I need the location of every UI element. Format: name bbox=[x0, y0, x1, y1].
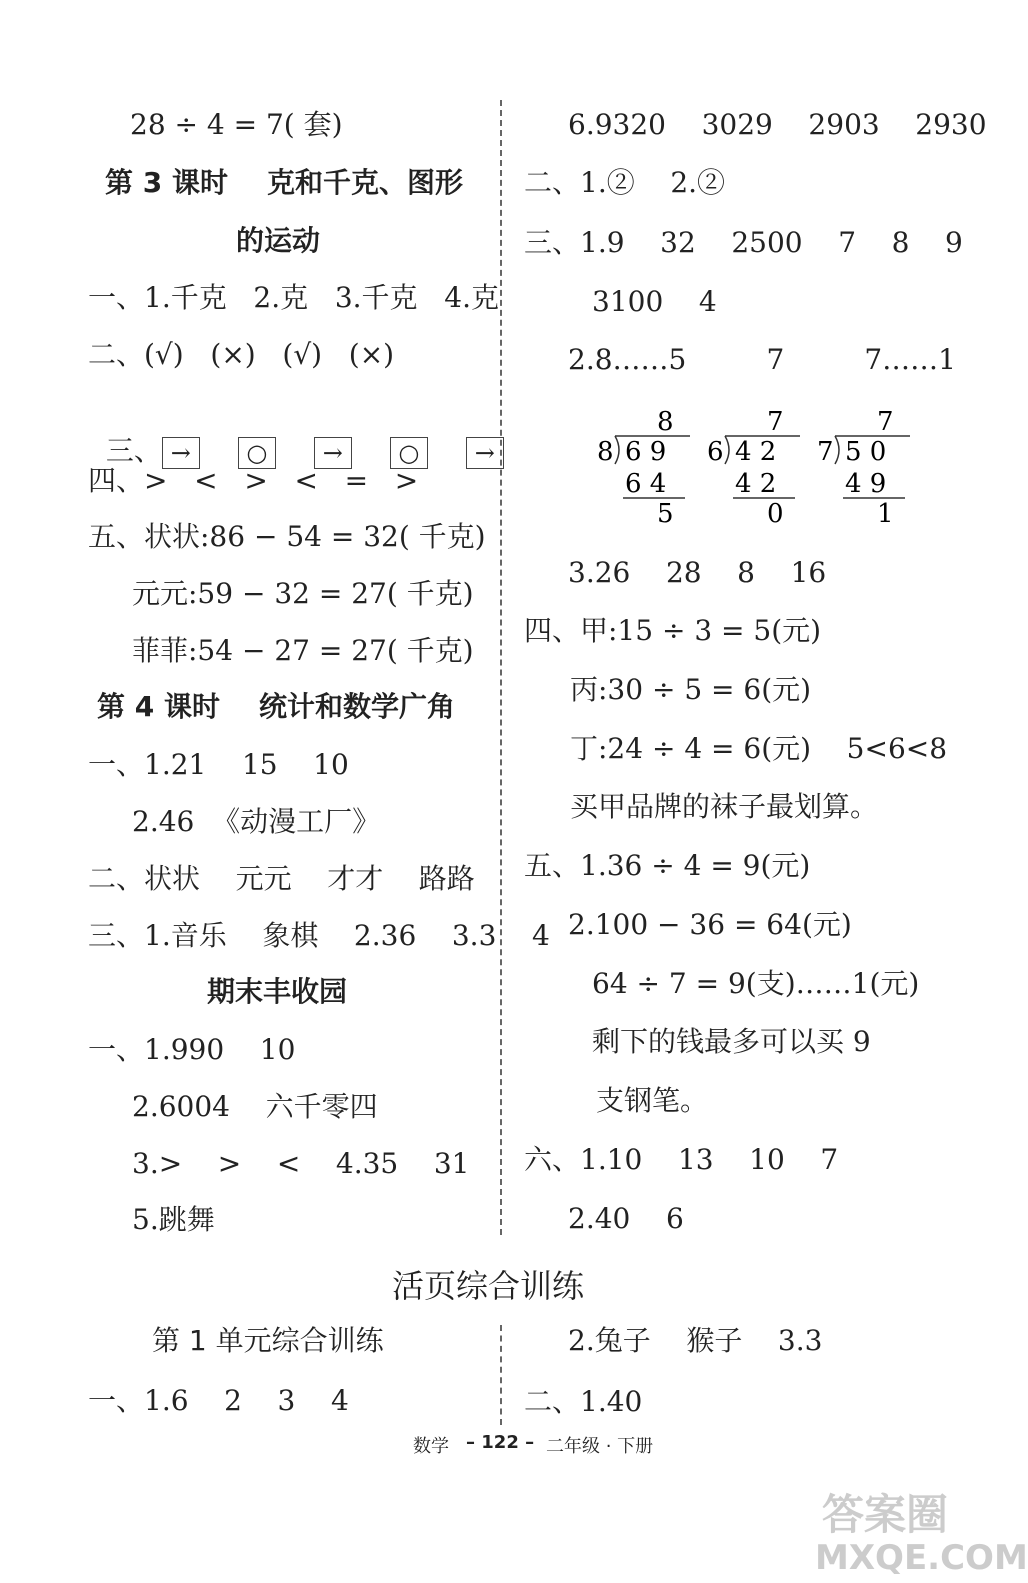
left-r2: 2.46 《动漫工厂》 bbox=[132, 805, 381, 838]
q3-prefix: 三、 bbox=[105, 434, 162, 467]
long-division-1 bbox=[595, 402, 695, 532]
div1-dividend: 6 9 bbox=[625, 437, 667, 467]
right-a7: 四、甲:15 ÷ 3 = 5(元) bbox=[524, 614, 822, 647]
right-a10: 买甲品牌的袜子最划算。 bbox=[570, 790, 879, 823]
right-a12: 2.100 − 36 = 64(元) bbox=[568, 908, 852, 941]
div3-divisor: 7 bbox=[817, 437, 834, 467]
left-line-1: 28 ÷ 4 = 7( 套) bbox=[130, 108, 343, 141]
right-a14: 剩下的钱最多可以买 9 bbox=[592, 1025, 871, 1058]
left-r4: 三、1.音乐 象棋 2.36 3.3 4 bbox=[88, 919, 550, 952]
bottom-b2: 2.兔子 猴子 3.3 bbox=[568, 1324, 823, 1357]
left-s1: 一、1.990 10 bbox=[88, 1033, 296, 1066]
div1-remainder: 5 bbox=[657, 499, 674, 529]
lesson-3-heading-cont: 的运动 bbox=[236, 224, 321, 257]
page-number: – 122 – bbox=[466, 1432, 535, 1453]
right-a9: 丁:24 ÷ 4 = 6(元) 5<6<8 bbox=[570, 732, 948, 765]
watermark-url: MXQE.COM bbox=[815, 1538, 1028, 1578]
unit-1-heading: 第 1 单元综合训练 bbox=[152, 1324, 384, 1357]
arrow-right-icon: → bbox=[466, 437, 504, 469]
div3-remainder: 1 bbox=[877, 499, 894, 529]
left-r1: 一、1.21 15 10 bbox=[88, 748, 349, 781]
div1-product: 6 4 bbox=[625, 469, 667, 499]
column-divider-bottom bbox=[500, 1325, 502, 1425]
long-division-2 bbox=[705, 402, 805, 532]
div3-quotient: 7 bbox=[877, 407, 894, 437]
lesson-4-heading: 第 4 课时 统计和数学广角 bbox=[97, 690, 455, 723]
right-a17: 2.40 6 bbox=[568, 1202, 684, 1235]
div2-product: 4 2 bbox=[735, 469, 777, 499]
div3-dividend: 5 0 bbox=[845, 437, 887, 467]
right-a16: 六、1.10 13 10 7 bbox=[524, 1143, 839, 1176]
section-title: 活页综合训练 bbox=[392, 1267, 585, 1305]
right-a6: 3.26 28 8 16 bbox=[568, 556, 827, 589]
column-divider bbox=[500, 100, 502, 1235]
div2-remainder: 0 bbox=[767, 499, 784, 529]
right-a8: 丙:30 ÷ 5 = 6(元) bbox=[570, 673, 812, 706]
arrow-right-icon: → bbox=[162, 437, 200, 469]
right-a15: 支钢笔。 bbox=[596, 1084, 709, 1117]
left-q5b: 元元:59 − 32 = 27( 千克) bbox=[132, 577, 474, 610]
final-harvest-heading: 期末丰收园 bbox=[207, 975, 348, 1008]
left-r3: 二、状状 元元 才才 路路 bbox=[88, 862, 475, 895]
left-s3: 3.> > < 4.35 31 bbox=[132, 1147, 470, 1180]
left-q3 bbox=[88, 400, 504, 469]
div2-dividend: 4 2 bbox=[735, 437, 777, 467]
footer-grade: 二年级 · 下册 bbox=[546, 1436, 654, 1457]
div2-divisor: 6 bbox=[707, 437, 724, 467]
left-q4: 四、> < > < = > bbox=[88, 464, 419, 497]
div1-divisor: 8 bbox=[597, 437, 614, 467]
right-a13: 64 ÷ 7 = 9(支)……1(元) bbox=[592, 967, 920, 1000]
div3-product: 4 9 bbox=[845, 469, 887, 499]
bottom-b3: 二、1.40 bbox=[524, 1385, 643, 1418]
left-q5c: 菲菲:54 − 27 = 27( 千克) bbox=[132, 634, 474, 667]
left-q1: 一、1.千克 2.克 3.千克 4.克 bbox=[88, 281, 499, 314]
left-q5a: 五、状状:86 − 54 = 32( 千克) bbox=[88, 520, 486, 553]
circle-icon: ○ bbox=[390, 437, 428, 469]
right-a1: 6.9320 3029 2903 2930 bbox=[568, 108, 987, 141]
left-s2: 2.6004 六千零四 bbox=[132, 1090, 378, 1123]
right-a5: 2.8……5 7 7……1 bbox=[568, 343, 956, 376]
lesson-3-heading: 第 3 课时 克和千克、图形 bbox=[105, 166, 463, 199]
arrow-right-icon: → bbox=[314, 437, 352, 469]
bottom-b1: 一、1.6 2 3 4 bbox=[88, 1384, 349, 1417]
div1-quotient: 8 bbox=[657, 407, 674, 437]
div2-quotient: 7 bbox=[767, 407, 784, 437]
right-a3: 三、1.9 32 2500 7 8 9 bbox=[524, 226, 963, 259]
left-q2: 二、(√) (×) (√) (×) bbox=[88, 338, 395, 371]
footer-subject: 数学 bbox=[413, 1436, 449, 1457]
left-s4: 5.跳舞 bbox=[132, 1203, 215, 1236]
right-a11: 五、1.36 ÷ 4 = 9(元) bbox=[524, 849, 811, 882]
watermark-logo: 答案圈 bbox=[822, 1490, 949, 1539]
circle-icon: ○ bbox=[238, 437, 276, 469]
right-a2: 二、1.② 2.② bbox=[524, 166, 726, 199]
right-a4: 3100 4 bbox=[592, 285, 717, 318]
long-division-3 bbox=[815, 402, 915, 532]
